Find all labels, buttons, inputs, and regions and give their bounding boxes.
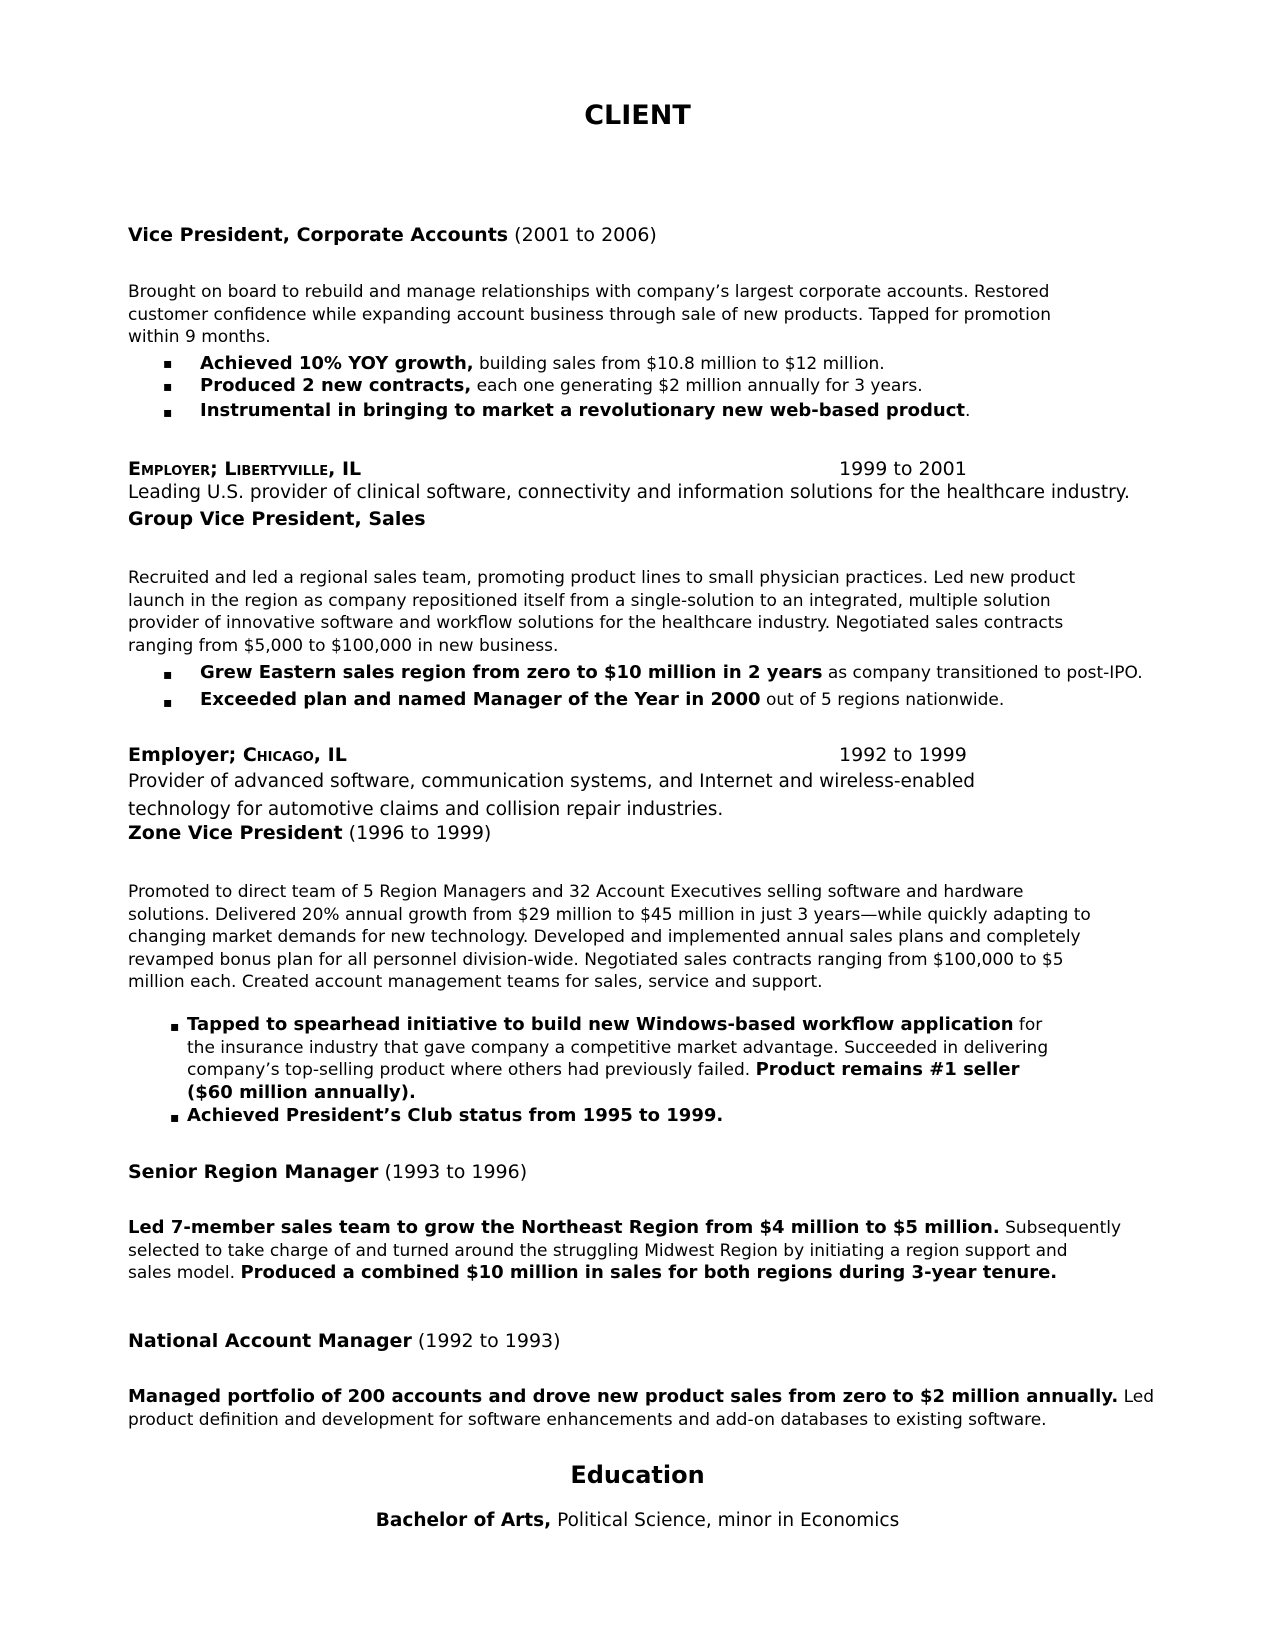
summary-line: million each. Created account management teams for sales, service and support.: [128, 972, 823, 992]
role-summary: Led 7-member sales team to grow the Northeast Region from $4 million to $5 million. Subsequently selected to take charge of and turned around the struggling Midwest Region by initiating a region support and sales model. Produced a combined $10 million in sales for both regions during 3-year tenure.: [128, 1217, 1122, 1283]
achievement-item: Grew Eastern sales region from zero to $10 million in 2 years as company transitioned to post-IPO.: [200, 662, 1143, 683]
role-summary: [128, 881, 1091, 994]
summary-line: customer confidence while expanding account business through sale of new products. Tapped for promotion: [128, 304, 1051, 325]
role-heading: [128, 822, 491, 844]
education-heading: Education: [570, 1461, 705, 1489]
role-heading: [128, 1330, 561, 1352]
achievement-item: Instrumental in bringing to market a revolutionary new web-based product.: [200, 400, 971, 421]
role-dates: (1996 to 1999): [348, 822, 492, 844]
employer-description: Leading U.S. provider of clinical software, connectivity and information solutions for the healthcare industry.: [128, 482, 1130, 503]
achievement-item: Exceeded plan and named Manager of the Year in 2000 out of 5 regions nationwide.: [200, 689, 1005, 710]
role-summary: [128, 567, 1075, 657]
bullet-icon: ▪: [163, 405, 173, 421]
bullet-icon: ▪: [163, 667, 173, 683]
position-heading: [128, 224, 657, 246]
employer-dates: 1992 to 1999: [839, 744, 967, 766]
summary-line: solutions. Delivered 20% annual growth from $29 million to $45 million in just 3 years—while quickly adapting to: [128, 904, 1091, 925]
employer-name: Employer; Chicago, IL: [128, 744, 347, 766]
bullet-icon: ▪: [163, 695, 173, 711]
role-dates: (1992 to 1993): [417, 1330, 561, 1352]
bullet-icon: ▪: [170, 1019, 180, 1035]
summary-line: changing market demands for new technology. Developed and implemented annual sales plans and completely: [128, 927, 1081, 947]
bullet-icon: ▪: [170, 1110, 180, 1126]
achievement-item: Achieved 10% YOY growth, building sales from $10.8 million to $12 million.: [200, 353, 885, 374]
summary-line: within 9 months.: [128, 327, 271, 347]
employer-name: Employer; Libertyville, IL: [128, 458, 362, 480]
summary-line: Brought on board to rebuild and manage relationships with company’s largest corporate accounts. Restored: [128, 282, 1050, 302]
summary-line: ranging from $5,000 to $100,000 in new business.: [128, 635, 559, 656]
summary-line: Promoted to direct team of 5 Region Managers and 32 Account Executives selling software and hardware: [128, 882, 1024, 902]
role-title: Senior Region Manager: [128, 1161, 379, 1183]
employer-dates: 1999 to 2001: [839, 458, 967, 480]
bullet-icon: ▪: [163, 379, 173, 395]
achievement-item: Achieved President’s Club status from 1995 to 1999.: [187, 1105, 724, 1126]
position-dates: (2001 to 2006): [514, 224, 657, 246]
bullet-icon: ▪: [163, 356, 173, 372]
summary-line: revamped bonus plan for all personnel division-wide. Negotiated sales contracts ranging from $100,000 to $5: [128, 949, 1064, 970]
education-degree: Bachelor of Arts, Political Science, minor in Economics: [375, 1510, 900, 1531]
position-title: Vice President, Corporate Accounts: [128, 224, 509, 246]
role-summary: Managed portfolio of 200 accounts and drove new product sales from zero to $2 million annually. Led product definition and development for software enhancements and add-on databases to existing software.: [128, 1386, 1155, 1430]
summary-line: provider of innovative software and workflow solutions for the healthcare industry. Negotiated sales contracts: [128, 613, 1064, 633]
role-title: Group Vice President, Sales: [128, 508, 426, 530]
employer-description: Provider of advanced software, communication systems, and Internet and wireless-enabled technology for automotive claims and collision repair industries.: [128, 771, 975, 820]
role-title: National Account Manager: [128, 1330, 412, 1352]
achievement-item: Tapped to spearhead initiative to build new Windows-based workflow application for the insurance industry that gave company a competitive market advantage. Succeeded in delivering company’s top-selling product where others had previously failed. Product remains #1 seller ($60 million annually).: [187, 1014, 1049, 1103]
achievement-item: Produced 2 new contracts, each one generating $2 million annually for 3 years.: [200, 375, 923, 396]
document-title: CLIENT: [584, 100, 691, 131]
summary-line: launch in the region as company repositioned itself from a single-solution to an integrated, multiple solution: [128, 590, 1051, 611]
position-summary: [128, 281, 1051, 349]
summary-line: Recruited and led a regional sales team, promoting product lines to small physician practices. Led new product: [128, 568, 1076, 588]
role-heading: [128, 1161, 527, 1183]
role-dates: (1993 to 1996): [384, 1161, 528, 1183]
role-title: Zone Vice President: [128, 822, 343, 844]
